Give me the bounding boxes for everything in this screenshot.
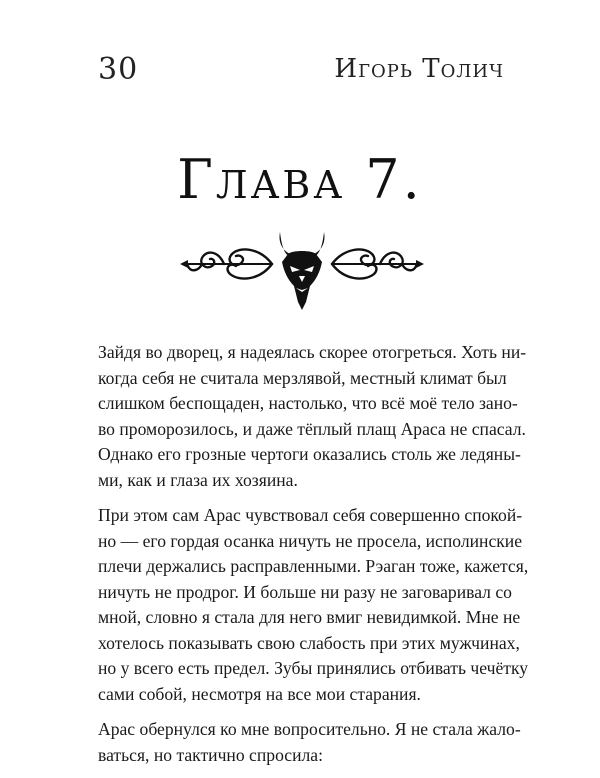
chapter-title: Глава 7. — [177, 148, 423, 211]
demon-head-flourish-icon — [180, 228, 424, 314]
text-line: При этом сам Арас чувствовал себя совершенно спокой- — [98, 505, 523, 525]
text-line: когда себя не считала мерзлявой, местный климат был — [98, 367, 507, 388]
text-line: Зайдя во дворец, я надеялась скорее отогреться. Хоть ни- — [98, 342, 527, 362]
text-line: слишком беспощаден, настолько, что всё моё тело зано- — [98, 393, 518, 413]
text-line: во проморозилось, и даже тёплый плащ Араса не спасал. — [98, 418, 526, 439]
paragraph — [98, 717, 521, 768]
text-line: мной, словно я стала для него вмиг невидимкой. Мне не — [98, 607, 521, 627]
text-line: но у всего есть предел. Зубы принялись отбивать чечётку — [98, 658, 529, 678]
text-line: Однако его грозные чертоги оказались столь же ледяны- — [98, 444, 521, 464]
text-line: ничуть не продрог. И больше ни разу не заговаривал со — [98, 581, 512, 602]
text-line: но — его гордая осанка ничуть не просела, исполинские — [98, 530, 523, 551]
page-number: 30 — [98, 52, 139, 87]
text-line: плечи держались расправленными. Рэаган тоже, кажется, — [98, 556, 529, 576]
paragraph — [98, 340, 527, 493]
running-header-author: Игорь Толич — [334, 54, 504, 84]
text-line: Арас обернулся ко мне вопросительно. Я не стала жало- — [98, 719, 521, 739]
text-line: ваться, но тактично спросила: — [98, 744, 323, 765]
paragraph — [98, 503, 529, 707]
text-line: хотелось показывать свою слабость при этих мужчинах, — [98, 632, 520, 653]
text-line: сами собой, несмотря на все мои старания. — [98, 683, 421, 704]
chapter-body-text — [98, 340, 529, 778]
text-line: ми, как и глаза их хозяина. — [98, 469, 298, 490]
